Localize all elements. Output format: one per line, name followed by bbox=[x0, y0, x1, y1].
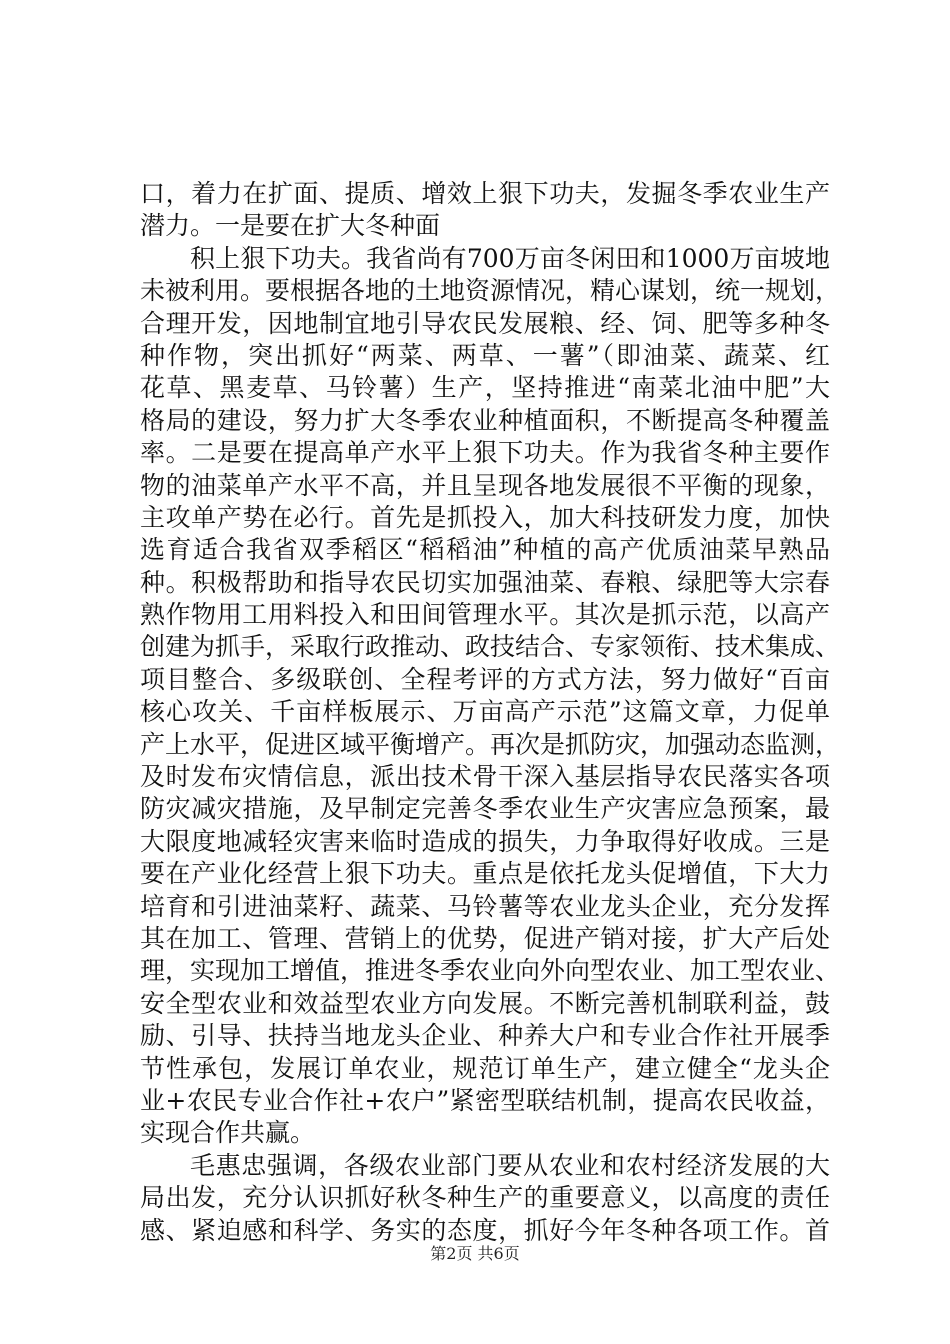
text-line: 主攻单产势在必行。首先是抓投入，加大科技研发力度，加快 bbox=[140, 502, 830, 532]
text-line: 实现合作共赢。 bbox=[140, 1118, 316, 1148]
text-line: 理，实现加工增值，推进冬季农业向外向型农业、加工型农业、 bbox=[140, 956, 841, 986]
text-line: 防灾减灾措施，及早制定完善冬季农业生产灾害应急预案，最 bbox=[140, 794, 830, 824]
text-line: 产上水平，促进区域平衡增产。再次是抓防灾，加强动态监测， bbox=[140, 729, 841, 759]
text-line: 毛惠忠强调，各级农业部门要从农业和农村经济发展的大 bbox=[190, 1150, 830, 1180]
text-line: 节性承包，发展订单农业，规范订单生产，建立健全“龙头企 bbox=[140, 1053, 830, 1083]
text-line: 潜力。一是要在扩大冬种面 bbox=[140, 211, 441, 241]
text-line: 口，着力在扩面、提质、增效上狠下功夫，发掘冬季农业生产 bbox=[140, 179, 830, 208]
page-footer: 第2页 共6页 bbox=[430, 1244, 520, 1263]
text-line: 业+农民专业合作社+农户”紧密型联结机制，提高农民收益， bbox=[140, 1085, 830, 1115]
text-line: 安全型农业和效益型农业方向发展。不断完善机制联利益，鼓 bbox=[140, 988, 830, 1018]
text-line: 未被利用。要根据各地的土地资源情况，精心谋划，统一规划， bbox=[140, 276, 841, 306]
text-line: 项目整合、多级联创、全程考评的方式方法，努力做好“百亩 bbox=[140, 664, 830, 694]
text-line: 大限度地减轻灾害来临时造成的损失，力争取得好收成。三是 bbox=[140, 826, 830, 856]
text-line: 率。二是要在提高单产水平上狠下功夫。作为我省冬种主要作 bbox=[140, 438, 830, 468]
text-line: 及时发布灾情信息，派出技术骨干深入基层指导农民落实各项 bbox=[140, 762, 830, 792]
text-line: 培育和引进油菜籽、蔬菜、马铃薯等农业龙头企业，充分发挥 bbox=[140, 891, 830, 921]
text-line: 积上狠下功夫。我省尚有700万亩冬闲田和1000万亩坡地 bbox=[190, 243, 830, 273]
text-line: 感、紧迫感和科学、务实的态度，抓好今年冬种各项工作。首 bbox=[140, 1215, 830, 1245]
text-line: 选育适合我省双季稻区“稻稻油”种植的高产优质油菜早熟品 bbox=[140, 535, 830, 565]
text-line: 花草、黑麦草、马铃薯）生产，坚持推进“南菜北油中肥”大 bbox=[140, 373, 830, 403]
text-line: 核心攻关、千亩样板展示、万亩高产示范”这篇文章，力促单 bbox=[140, 697, 830, 727]
text-line: 创建为抓手，采取行政推动、政技结合、专家领衔、技术集成、 bbox=[140, 632, 841, 662]
text-line: 合理开发，因地制宜地引导农民发展粮、经、饲、肥等多种冬 bbox=[140, 308, 830, 338]
text-line: 其在加工、管理、营销上的优势，促进产销对接，扩大产后处 bbox=[140, 923, 830, 953]
body-text bbox=[140, 178, 841, 1247]
text-line: 格局的建设，努力扩大冬季农业种植面积，不断提高冬种覆盖 bbox=[140, 405, 830, 435]
text-line: 熟作物用工用料投入和田间管理水平。其次是抓示范，以高产 bbox=[140, 600, 830, 630]
text-line: 物的油菜单产水平不高，并且呈现各地发展很不平衡的现象， bbox=[140, 470, 830, 500]
text-line: 种。积极帮助和指导农民切实加强油菜、春粮、绿肥等大宗春 bbox=[140, 567, 830, 597]
text-line: 种作物，突出抓好“两菜、两草、一薯”（即油菜、蔬菜、红 bbox=[140, 340, 830, 370]
text-line: 励、引导、扶持当地龙头企业、种养大户和专业合作社开展季 bbox=[140, 1021, 830, 1051]
text-line: 要在产业化经营上狠下功夫。重点是依托龙头促增值，下大力 bbox=[140, 859, 830, 889]
text-line: 局出发，充分认识抓好秋冬种生产的重要意义，以高度的责任 bbox=[140, 1183, 830, 1213]
